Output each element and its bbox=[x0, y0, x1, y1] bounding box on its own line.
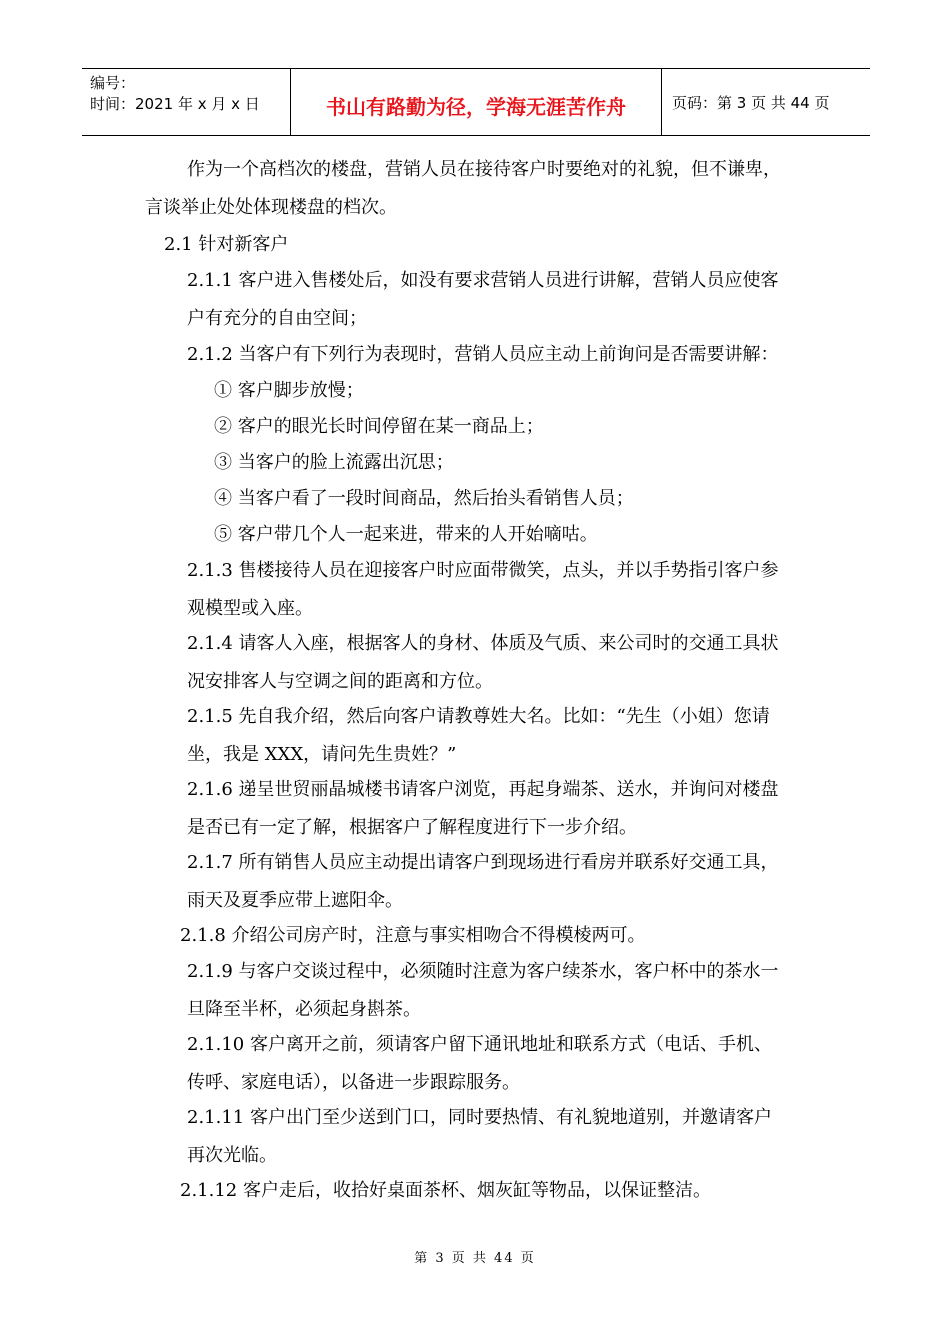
header-meta bbox=[82, 69, 291, 136]
paragraph-line: 2.1.3 售楼接待人员在迎接客户时应面带微笑，点头，并以手势指引客户参 bbox=[187, 560, 779, 581]
paragraph-line: 户有充分的自由空间； bbox=[187, 308, 367, 329]
document-number: 编号： bbox=[90, 74, 136, 92]
paragraph-line: 传呼、家庭电话），以备进一步跟踪服务。 bbox=[187, 1072, 520, 1093]
paragraph-line: 2.1.2 当客户有下列行为表现时，营销人员应主动上前询问是否需要讲解： bbox=[187, 344, 779, 365]
page-footer: 第 3 页 共 44 页 bbox=[414, 1251, 536, 1266]
paragraph-line: 2.1.8 介绍公司房产时，注意与事实相吻合不得模棱两可。 bbox=[180, 925, 646, 946]
paragraph-line: 观模型或入座。 bbox=[187, 598, 313, 619]
document-date: 时间：2021 年 x 月 x 日 bbox=[90, 95, 260, 113]
paragraph-line: 坐，我是 XXX，请问先生贵姓？” bbox=[187, 744, 457, 765]
paragraph-line: 旦降至半杯，必须起身斟茶。 bbox=[187, 999, 421, 1020]
list-item: ① 客户脚步放慢； bbox=[214, 380, 364, 401]
paragraph-line: 作为一个高档次的楼盘，营销人员在接待客户时要绝对的礼貌，但不谦卑， bbox=[187, 159, 781, 180]
page-header bbox=[82, 68, 870, 136]
header-motto: 书山有路勤为径，学海无涯苦作舟 bbox=[291, 69, 662, 136]
paragraph-line: 2.1.9 与客户交谈过程中，必须随时注意为客户续茶水，客户杯中的茶水一 bbox=[187, 961, 779, 982]
paragraph-line: 雨天及夏季应带上遮阳伞。 bbox=[187, 890, 403, 911]
paragraph-line: 2.1.1 客户进入售楼处后，如没有要求营销人员进行讲解，营销人员应使客 bbox=[187, 270, 779, 291]
paragraph-line: 是否已有一定了解，根据客户了解程度进行下一步介绍。 bbox=[187, 817, 637, 838]
paragraph-line: 再次光临。 bbox=[187, 1145, 277, 1166]
list-item: ③ 当客户的脸上流露出沉思； bbox=[214, 452, 454, 473]
paragraph-line: 2.1.6 递呈世贸丽晶城楼书请客户浏览，再起身端茶、送水，并询问对楼盘 bbox=[187, 779, 779, 800]
list-item: ⑤ 客户带几个人一起来进，带来的人开始嘀咕。 bbox=[214, 524, 598, 545]
paragraph-line: 2.1.11 客户出门至少送到门口，同时要热情、有礼貌地道别，并邀请客户 bbox=[187, 1107, 772, 1128]
paragraph-line: 况安排客人与空调之间的距离和方位。 bbox=[187, 671, 493, 692]
paragraph-line: 2.1.7 所有销售人员应主动提出请客户到现场进行看房并联系好交通工具， bbox=[187, 852, 779, 873]
paragraph-line: 言谈举止处处体现楼盘的档次。 bbox=[145, 197, 397, 218]
section-heading: 2.1 针对新客户 bbox=[164, 234, 289, 255]
paragraph-line: 2.1.4 请客人入座，根据客人的身材、体质及气质、来公司时的交通工具状 bbox=[187, 633, 779, 654]
list-item: ② 客户的眼光长时间停留在某一商品上； bbox=[214, 416, 544, 437]
paragraph-line: 2.1.5 先自我介绍，然后向客户请教尊姓大名。比如：“先生（小姐）您请 bbox=[187, 706, 770, 727]
paragraph-line: 2.1.10 客户离开之前，须请客户留下通讯地址和联系方式（电话、手机、 bbox=[187, 1034, 772, 1055]
list-item: ④ 当客户看了一段时间商品，然后抬头看销售人员； bbox=[214, 488, 634, 509]
paragraph-line: 2.1.12 客户走后，收拾好桌面茶杯、烟灰缸等物品，以保证整洁。 bbox=[180, 1180, 711, 1201]
header-page-info: 页码：第 3 页 共 44 页 bbox=[672, 93, 830, 112]
